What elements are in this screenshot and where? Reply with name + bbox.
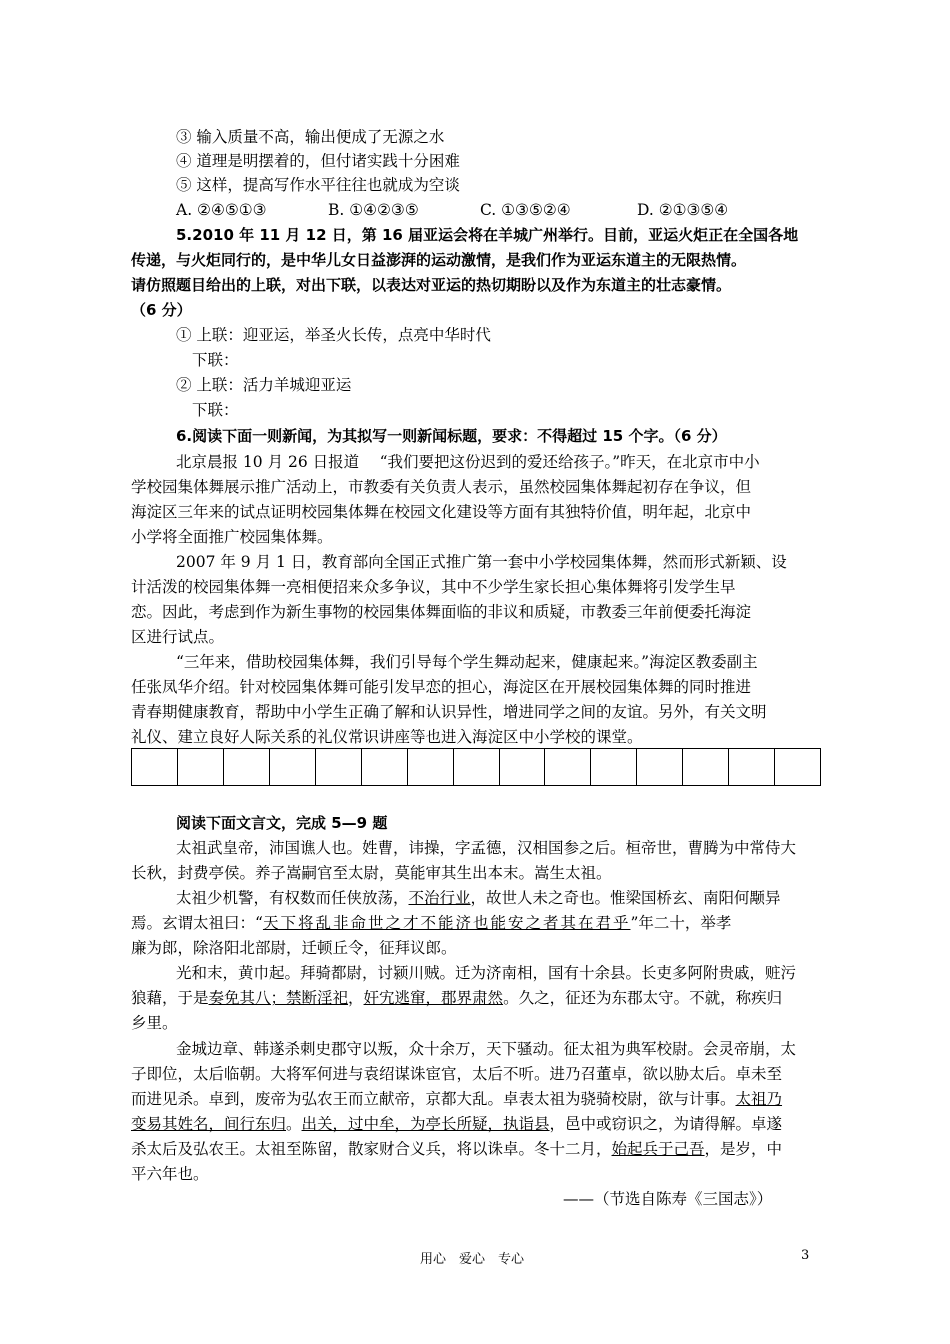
choice-b: B. ①④②③⑤	[328, 201, 419, 219]
news-p2-line-1: 2007 年 9 月 1 日，教育部向全国正式推广第一套中小学校园集体舞，然而形式新颖、设	[176, 553, 787, 571]
underlined-phrase: 太祖乃	[735, 1090, 783, 1108]
answer-grid-cell[interactable]	[591, 748, 637, 786]
classical-p4-line-5: 杀太后及弘农王。太祖至陈留，散家财合义兵，将以诛卓。冬十二月，始起兵于己吾，是岁，中	[131, 1140, 783, 1158]
choice-a: A. ②④⑤①③	[176, 201, 267, 219]
news-p2-line-2: 计活泼的校园集体舞一亮相便招来众多争议，其中不少学生家长担心集体舞将引发学生早	[131, 578, 736, 596]
answer-grid-cell[interactable]	[270, 748, 316, 786]
answer-grid-cell[interactable]	[132, 748, 178, 786]
classical-p4-line-4: 变易其姓名，间行东归。出关，过中牟，为亭长所疑，执诣县，邑中或窃识之，为请得解。卓遂	[131, 1115, 783, 1133]
q5-line-4: （6 分）	[131, 301, 192, 319]
answer-grid-cell[interactable]	[362, 748, 408, 786]
option-item-3: ③ 输入质量不高，输出便成了无源之水	[176, 128, 445, 146]
classical-heading: 阅读下面文言文，完成 5—9 题	[176, 814, 388, 832]
couplet-1-lower-label: 下联：	[192, 351, 239, 369]
classical-p2-line-3: 廉为郎，除洛阳北部尉，迁顿丘令，征拜议郎。	[131, 939, 457, 957]
answer-grid-cell[interactable]	[316, 748, 362, 786]
classical-p1-line-2: 长秋，封费亭侯。养子嵩嗣官至太尉，莫能审其生出本末。嵩生太祖。	[131, 864, 612, 882]
answer-grid-cell[interactable]	[637, 748, 683, 786]
punctuation-task-sentence: 天下将乱非命世之才不能济也能安之者其在君乎	[262, 914, 631, 932]
classical-p3-line-2: 狼藉，于是奏免其八；禁断淫祀，奸宄逃窜，郡界肃然。久之，征还为东郡太守。不就，称疾归	[131, 989, 783, 1007]
option-item-4: ④ 道理是明摆着的，但付诸实践十分困难	[176, 152, 460, 170]
couplet-2-upper: ② 上联：活力羊城迎亚运	[176, 376, 352, 394]
q5-line-3: 请仿照题目给出的上联，对出下联，以表达对亚运的热切期盼以及作为东道主的壮志豪情。	[131, 276, 732, 294]
answer-grid-cell[interactable]	[545, 748, 591, 786]
underlined-phrase: 奸宄逃窜，郡界肃然	[363, 989, 504, 1007]
couplet-2-lower-label: 下联：	[192, 401, 239, 419]
answer-choices	[176, 199, 728, 221]
q5-line-1: 5.2010 年 11 月 12 日，第 16 届亚运会将在羊城广州举行。目前，亚运火炬正在全国各地	[176, 226, 799, 244]
classical-p2-line-2: 焉。玄谓太祖曰：“天下将乱非命世之才不能济也能安之者其在君乎”年二十，举孝	[131, 914, 732, 932]
underlined-phrase: 始起兵于己吾	[611, 1140, 705, 1158]
source-citation: ——（节选自陈寿《三国志》）	[563, 1190, 773, 1208]
news-p3-line-3: 青春期健康教育，帮助中小学生正确了解和认识异性，增进同学之间的友谊。另外，有关文明	[131, 703, 767, 721]
underlined-phrase: 奏免其八；禁断淫祀	[208, 989, 349, 1007]
underlined-phrase: 出关，过中牟，为亭长所疑，执诣县	[301, 1115, 550, 1133]
news-p3-line-2: 任张凤华介绍。针对校园集体舞可能引发早恋的担心，海淀区在开展校园集体舞的同时推进	[131, 678, 752, 696]
classical-p3-line-3: 乡里。	[131, 1014, 178, 1032]
q5-line-2: 传递，与火炬同行的，是中华儿女日益澎湃的运动激情，是我们作为亚运东道主的无限热情。	[131, 251, 747, 269]
news-p1-line-1: 北京晨报 10 月 26 日报道 “我们要把这份迟到的爱还给孩子。”昨天，在北京市中小	[176, 453, 760, 471]
classical-p4-line-1: 金城边章、韩遂杀刺史郡守以叛，众十余万，天下骚动。征太祖为典军校尉。会灵帝崩，太	[176, 1040, 797, 1058]
news-p2-line-4: 区进行试点。	[131, 628, 225, 646]
answer-grid-cell[interactable]	[500, 748, 546, 786]
option-item-5: ⑤ 这样，提高写作水平往往也就成为空谈	[176, 176, 460, 194]
answer-grid-cell[interactable]	[224, 748, 270, 786]
news-p3-line-1: “三年来，借助校园集体舞，我们引导每个学生舞动起来，健康起来。”海淀区教委副主	[176, 653, 758, 671]
answer-grid-cell[interactable]	[683, 748, 729, 786]
headline-answer-grid[interactable]	[131, 748, 821, 786]
choice-c: C. ①③⑤②④	[480, 201, 571, 219]
news-p1-line-2: 学校园集体舞展示推广活动上，市教委有关负责人表示，虽然校园集体舞起初存在争议，但	[131, 478, 752, 496]
underlined-phrase: 变易其姓名，间行东归	[131, 1115, 287, 1133]
page-number: 3	[801, 1248, 810, 1263]
classical-p4-line-3: 而进见杀。卓到，废帝为弘农王而立献帝，京都大乱。卓表太祖为骁骑校尉，欲与计事。太祖乃	[131, 1090, 783, 1108]
classical-p3-line-1: 光和末，黄巾起。拜骑都尉，讨颍川贼。迁为济南相，国有十余县。长吏多阿附贵戚，赃污	[176, 964, 797, 982]
couplet-1-upper: ① 上联：迎亚运，举圣火长传，点亮中华时代	[176, 326, 491, 344]
news-p3-line-4: 礼仪、建立良好人际关系的礼仪常识讲座等也进入海淀区中小学校的课堂。	[131, 728, 643, 746]
answer-grid-cell[interactable]	[178, 748, 224, 786]
answer-grid-cell[interactable]	[729, 748, 775, 786]
classical-p1-line-1: 太祖武皇帝，沛国谯人也。姓曹，讳操，字孟德，汉相国参之后。桓帝世，曹腾为中常侍大	[176, 839, 797, 857]
answer-grid-cell[interactable]	[775, 748, 821, 786]
answer-grid-cell[interactable]	[408, 748, 454, 786]
news-p1-line-3: 海淀区三年来的试点证明校园集体舞在校园文化建设等方面有其独特价值，明年起，北京中	[131, 503, 752, 521]
news-p1-line-4: 小学将全面推广校园集体舞。	[131, 528, 333, 546]
q6-title: 6.阅读下面一则新闻，为其拟写一则新闻标题，要求：不得超过 15 个字。（6 分）	[176, 427, 727, 445]
classical-p4-line-6: 平六年也。	[131, 1165, 209, 1183]
classical-p2-line-1: 太祖少机警，有权数而任侠放荡，不治行业，故世人未之奇也。惟梁国桥玄、南阳何颙异	[176, 889, 781, 907]
choice-d: D. ②①③⑤④	[637, 201, 729, 219]
news-p2-line-3: 恋。因此，考虑到作为新生事物的校园集体舞面临的非议和质疑，市教委三年前便委托海淀	[131, 603, 752, 621]
answer-grid-cell[interactable]	[454, 748, 500, 786]
underlined-phrase: 不治行业	[408, 889, 471, 907]
classical-p4-line-2: 子即位，太后临朝。大将军何进与袁绍谋诛宦官，太后不听。进乃召董卓，欲以胁太后。卓未至	[131, 1065, 783, 1083]
footer-motto: 用心 爱心 专心	[420, 1252, 525, 1267]
